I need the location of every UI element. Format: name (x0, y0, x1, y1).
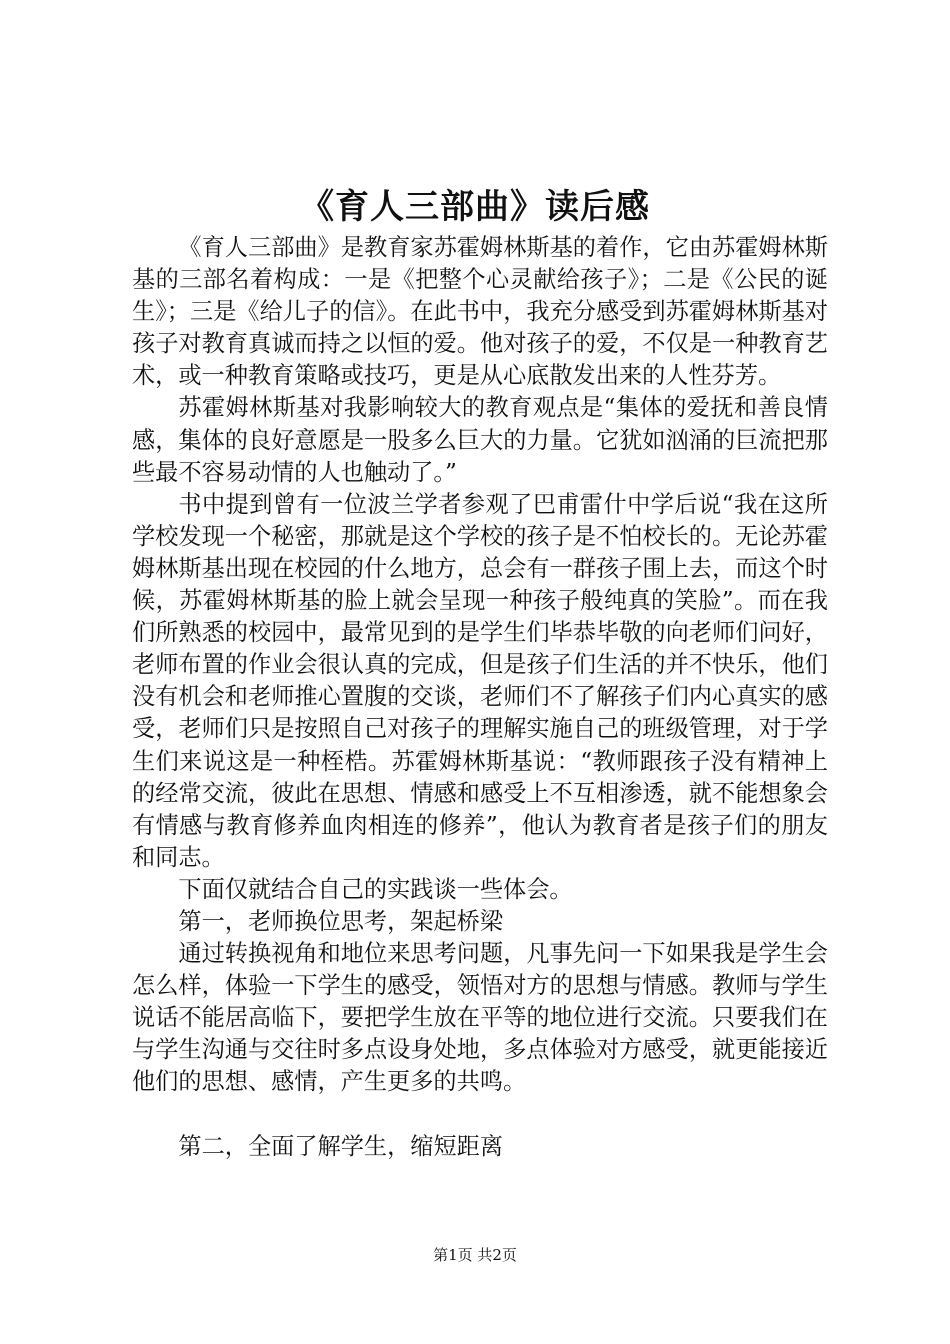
page-number-footer: 第1页 共2页 (433, 1246, 517, 1264)
section-heading-second: 第二，全面了解学生，缩短距离 (178, 1132, 504, 1160)
paragraph-first-point: 通过转换视角和地位来思考问题，凡事先问一下如果我是学生会怎么样，体验一下学生的感受，领悟对方的思想与情感。教师与学生说话不能居高临下，要把学生放在平等的地位进行交流。只要我们在与学生沟通与交往时多点设身处地，多点体验对方感受，就更能接近他们的思想、感情，产生更多的共鸣。 (132, 940, 828, 1096)
paragraph-quote: 苏霍姆林斯基对我影响较大的教育观点是“集体的爱抚和善良情感，集体的良好意愿是一股多么巨大的力量。它犹如汹涌的巨流把那些最不容易动情的人也触动了。” (132, 394, 828, 486)
paragraph-transition: 下面仅就结合自己的实践谈一些体会。 (178, 875, 573, 903)
document-body (132, 232, 828, 1163)
paragraph-story: 书中提到曾有一位波兰学者参观了巴甫雷什中学后说“我在这所学校发现一个秘密，那就是这个学校的孩子是不怕校长的。无论苏霍姆林斯基出现在校园的什么地方，总会有一群孩子围上去，而这个时候，苏霍姆林斯基的脸上就会呈现一种孩子般纯真的笑脸”。而在我们所熟悉的校园中，最常见到的是学生们毕恭毕敬的向老师们问好，老师布置的作业会很认真的完成，但是孩子们生活的并不快乐，他们没有机会和老师推心置腹的交谈，老师们不了解孩子们内心真实的感受，老师们只是按照自己对孩子的理解实施自己的班级管理，对于学生们来说这是一种桎梏。苏霍姆林斯基说：“教师跟孩子没有精神上的经常交流，彼此在思想、情感和感受上不互相渗透，就不能想象会有情感与教育修养血肉相连的修养”，他认为教育者是孩子们的朋友和同志。 (132, 490, 828, 871)
paragraph-intro: 《育人三部曲》是教育家苏霍姆林斯基的着作，它由苏霍姆林斯基的三部名着构成：一是《把整个心灵献给孩子》；二是《公民的诞生》；三是《给儿子的信》。在此书中，我充分感受到苏霍姆林斯基对孩子对教育真诚而持之以恒的爱。他对孩子的爱，不仅是一种教育艺术，或一种教育策略或技巧，更是从心底散发出来的人性芬芳。 (132, 234, 828, 390)
section-heading-first: 第一，老师换位思考，架起桥梁 (178, 907, 504, 935)
document-title: 《育人三部曲》读后感 (300, 187, 650, 227)
